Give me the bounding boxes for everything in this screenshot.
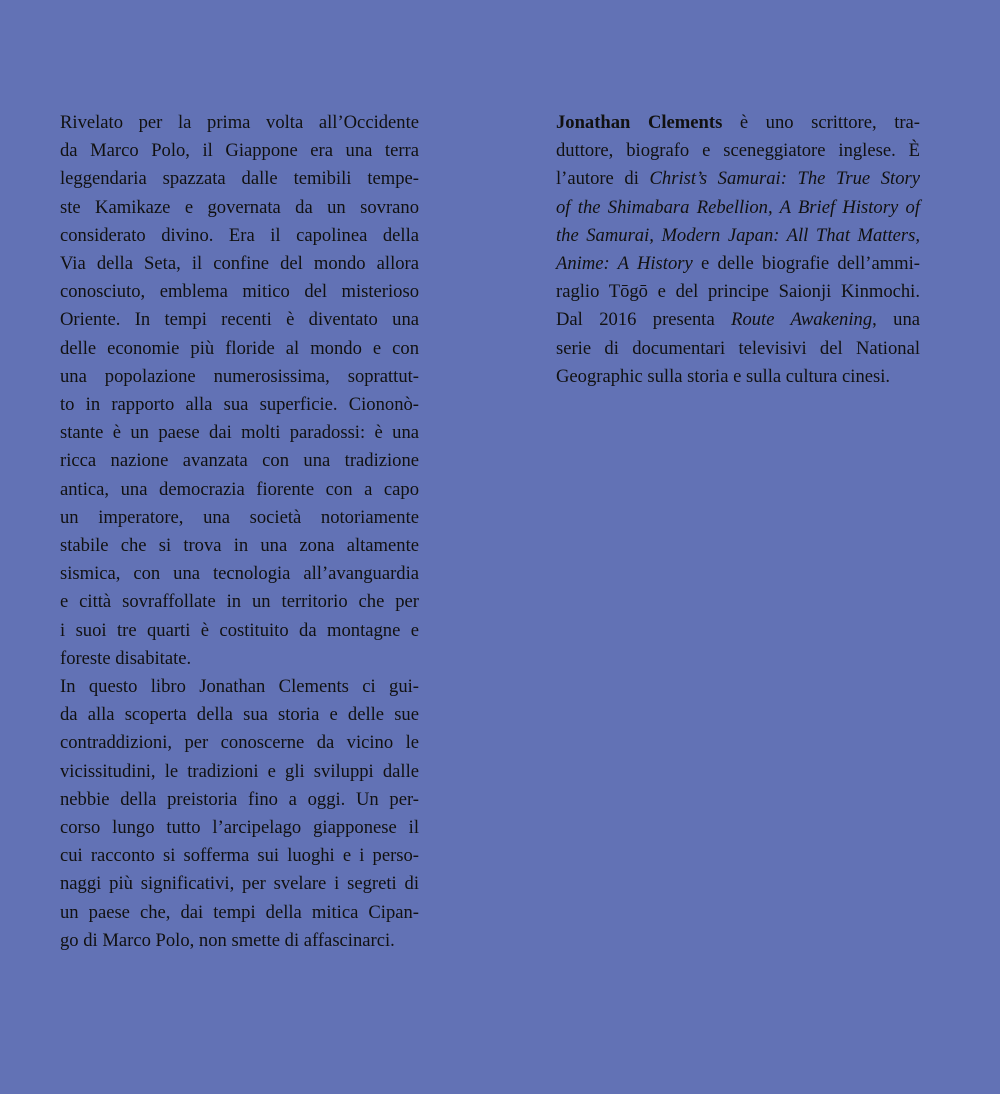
text-line: ricca nazione avanzata con una tradizione xyxy=(60,450,419,472)
text-line xyxy=(556,109,920,137)
text-line: delle economie più floride al mondo e con xyxy=(60,337,419,359)
text-run: , una xyxy=(872,309,920,331)
author-bio-paragraph xyxy=(556,109,920,391)
author-name: Jonathan Clements xyxy=(556,112,723,133)
text-line: conosciuto, emblema mitico del misterioso xyxy=(60,281,419,303)
text-line xyxy=(556,165,920,193)
text-line: nebbie della preistoria fino a oggi. Un per- xyxy=(60,788,419,810)
text-line: da alla scoperta della sua storia e delle sue xyxy=(60,704,419,726)
text-line: i suoi tre quarti è costituito da montagne e xyxy=(60,619,419,641)
text-line: naggi più significativi, per svelare i segreti di xyxy=(60,873,419,895)
text-line: una popolazione numerosissima, soprattut- xyxy=(60,365,419,387)
text-line: stabile che si trova in una zona altamente xyxy=(60,535,419,557)
text-line: un imperatore, una società notoriamente xyxy=(60,506,419,528)
text-line: stante è un paese dai molti paradossi: è una xyxy=(60,422,419,444)
text-line: contraddizioni, per conoscerne da vicino le xyxy=(60,732,419,754)
book-title: Anime: A History xyxy=(556,253,693,275)
text-run: Dal 2016 presenta xyxy=(556,309,732,331)
book-title: Christ’s Samurai: The True Story xyxy=(649,168,921,190)
text-run: l’autore di xyxy=(556,168,650,190)
text-line: corso lungo tutto l’arcipelago giapponese il xyxy=(60,817,419,839)
series-title: Route Awakening xyxy=(731,309,873,331)
book-title: of the Shimabara Rebellion, A Brief History of xyxy=(556,196,920,218)
text-line: da Marco Polo, il Giappone era una terra xyxy=(60,140,419,162)
description-paragraph-2 xyxy=(60,673,419,955)
text-line: considerato divino. Era il capolinea della xyxy=(60,224,419,246)
text-line: leggendaria spazzata dalle temibili tempe- xyxy=(60,168,419,190)
text-line: antica, una democrazia fiorente con a capo xyxy=(60,478,419,500)
text-line: vicissitudini, le tradizioni e gli sviluppi dalle xyxy=(60,760,419,782)
text-line: sismica, con una tecnologia all’avanguardia xyxy=(60,563,419,585)
text-line: Geographic sulla storia e sulla cultura cinesi. xyxy=(556,365,891,387)
text-line: Oriente. In tempi recenti è diventato una xyxy=(60,309,419,331)
text-line: cui racconto si sofferma sui luoghi e i perso- xyxy=(60,845,419,867)
book-title: the Samurai, Modern Japan: All That Matters, xyxy=(556,224,920,246)
text-line: raglio Tōgō e del principe Saionji Kinmochi. xyxy=(556,281,920,303)
author-bio xyxy=(556,109,920,391)
text-line: Via della Seta, il confine del mondo allora xyxy=(60,253,419,275)
text-line xyxy=(556,222,920,250)
text-line xyxy=(556,194,920,222)
book-description xyxy=(60,109,419,955)
text-line: serie di documentari televisivi del National xyxy=(556,337,920,359)
text-line: e città sovraffollate in un territorio che per xyxy=(60,591,419,613)
text-line: foreste disabitate. xyxy=(60,647,192,669)
text-line: In questo libro Jonathan Clements ci gui- xyxy=(60,676,419,698)
text-line: to in rapporto alla sua superficie. Ciononò- xyxy=(60,394,419,416)
description-paragraph-1 xyxy=(60,109,419,673)
text-line: Rivelato per la prima volta all’Occidente xyxy=(60,112,419,133)
text-run: è uno scrittore, tra- xyxy=(722,112,920,133)
text-line: ste Kamikaze e governata da un sovrano xyxy=(60,196,419,218)
text-run: e delle biografie dell’ammi- xyxy=(692,253,920,275)
text-line xyxy=(556,250,920,278)
text-line: duttore, biografo e sceneggiatore inglese. È xyxy=(556,140,920,162)
text-line xyxy=(556,306,920,334)
text-line: un paese che, dai tempi della mitica Cipan- xyxy=(60,901,419,923)
text-line: go di Marco Polo, non smette di affascinarci. xyxy=(60,929,395,951)
